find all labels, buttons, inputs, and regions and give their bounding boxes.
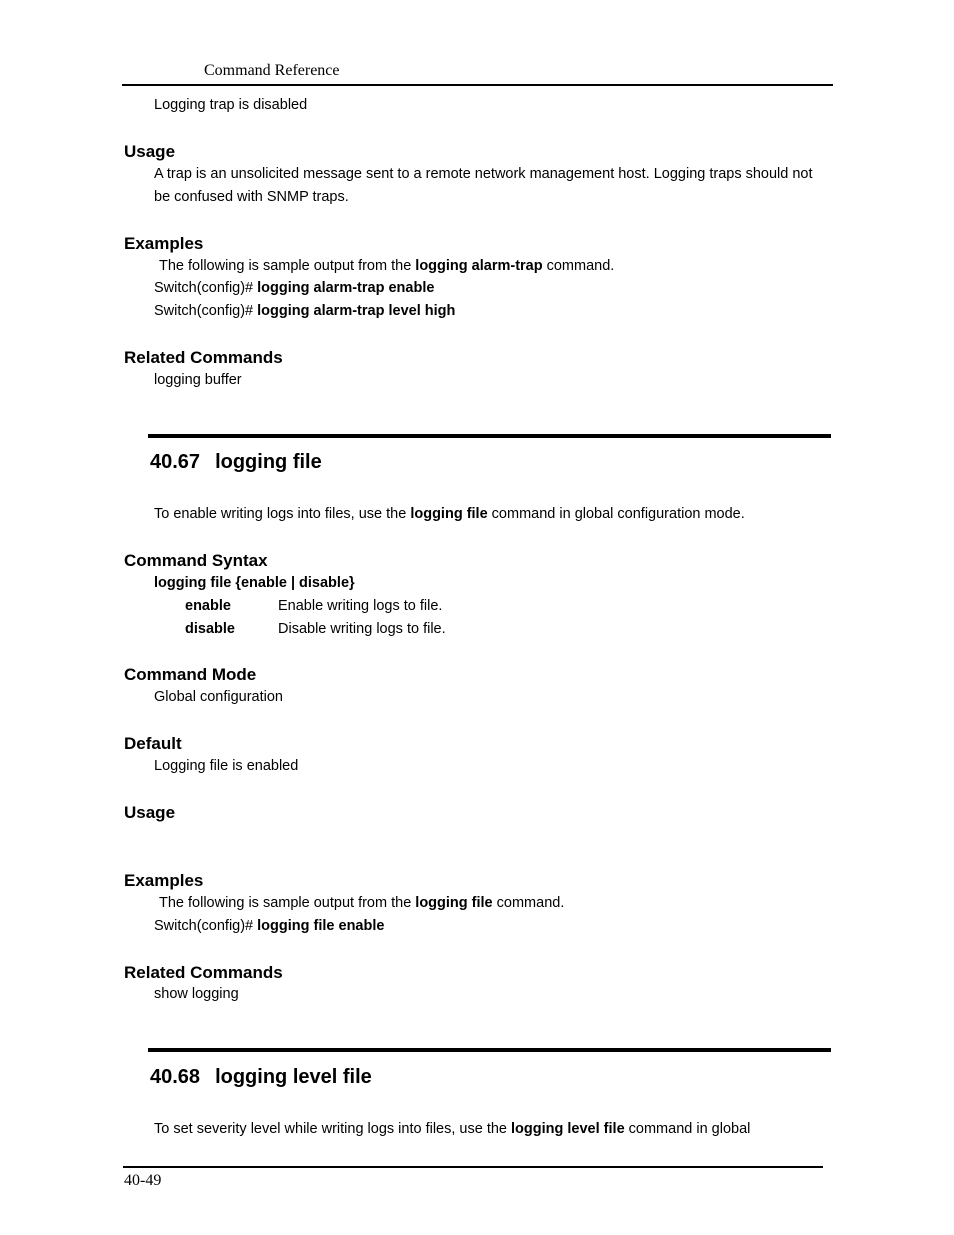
section-title bbox=[150, 451, 322, 474]
usage-heading: Usage bbox=[124, 803, 176, 822]
command-mode-heading: Command Mode bbox=[124, 665, 257, 684]
command-mode-text: Global configuration bbox=[154, 689, 283, 705]
footer-rule bbox=[123, 1166, 823, 1168]
param-description: Enable writing logs to file. bbox=[278, 598, 443, 614]
section-name: logging level file bbox=[215, 1066, 372, 1088]
example-line: Switch(config)# logging alarm-trap enable bbox=[154, 280, 435, 296]
param-name: disable bbox=[185, 621, 235, 637]
usage-text-line2: be confused with SNMP traps. bbox=[154, 189, 349, 205]
page-number: 40-49 bbox=[124, 1172, 162, 1189]
example-line: Switch(config)# logging file enable bbox=[154, 918, 385, 934]
related-commands-text: logging buffer bbox=[154, 372, 242, 388]
section-rule bbox=[148, 434, 831, 438]
default-heading: Default bbox=[124, 734, 182, 753]
section-number: 40.67 bbox=[150, 451, 201, 473]
related-commands-heading: Related Commands bbox=[124, 963, 283, 982]
examples-heading: Examples bbox=[124, 234, 204, 253]
usage-heading: Usage bbox=[124, 142, 176, 161]
examples-intro: The following is sample output from the logging alarm-trap command. bbox=[159, 258, 615, 274]
default-text: Logging trap is disabled bbox=[154, 97, 308, 113]
command-syntax: logging file {enable | disable} bbox=[154, 575, 355, 591]
section-title bbox=[150, 1066, 372, 1089]
default-text: Logging file is enabled bbox=[154, 758, 299, 774]
section-intro: To set severity level while writing logs into files, use the logging level file command in global bbox=[154, 1121, 751, 1137]
running-header: Command Reference bbox=[204, 62, 340, 79]
section-rule bbox=[148, 1048, 831, 1052]
section-number: 40.68 bbox=[150, 1066, 201, 1088]
example-line: Switch(config)# logging alarm-trap level high bbox=[154, 303, 456, 319]
related-commands-heading: Related Commands bbox=[124, 348, 283, 367]
section-intro: To enable writing logs into files, use the logging file command in global configuration mode. bbox=[154, 506, 745, 522]
section-name: logging file bbox=[215, 451, 322, 473]
param-description: Disable writing logs to file. bbox=[278, 621, 446, 637]
examples-heading: Examples bbox=[124, 871, 204, 890]
related-commands-text: show logging bbox=[154, 986, 239, 1002]
examples-intro: The following is sample output from the logging file command. bbox=[159, 895, 565, 911]
param-name: enable bbox=[185, 598, 231, 614]
command-syntax-heading: Command Syntax bbox=[124, 551, 268, 570]
header-rule bbox=[122, 84, 833, 86]
usage-text-line1: A trap is an unsolicited message sent to a remote network management host. Logging traps should not bbox=[154, 166, 813, 182]
